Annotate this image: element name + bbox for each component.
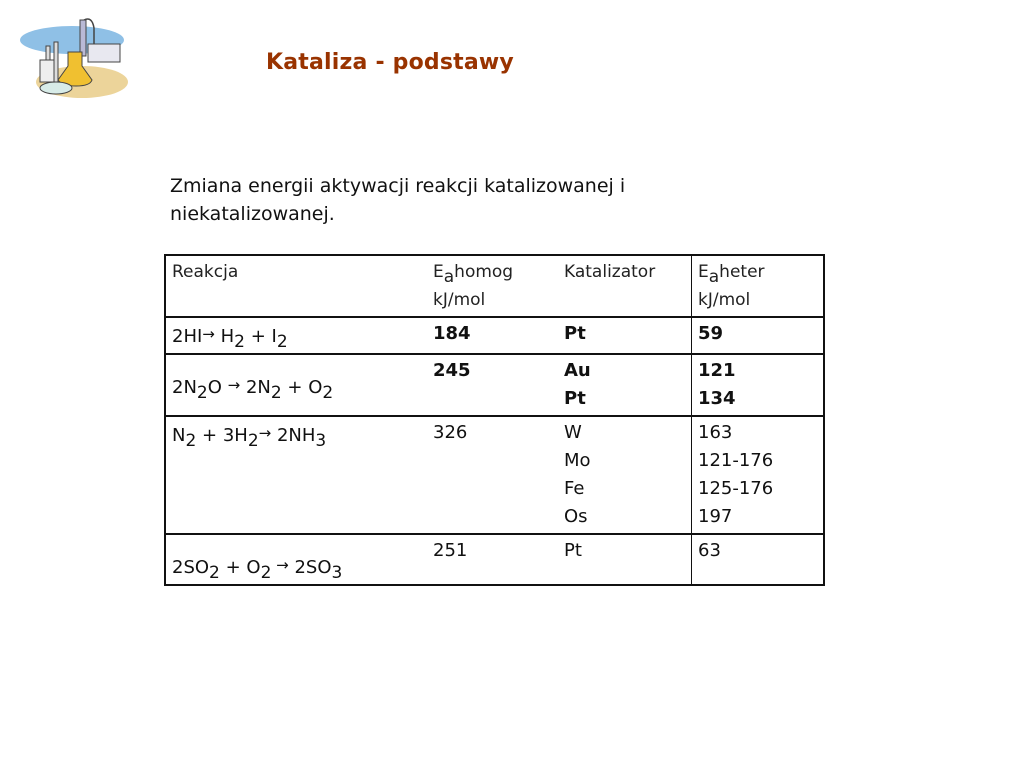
ea-heter-value: 63 [698, 540, 721, 561]
arrow-icon: → [202, 325, 215, 343]
header-reaction: Reakcja [172, 262, 239, 282]
ea-homog-value: 251 [433, 540, 468, 561]
header-ea-heter: $E_aheter$ kJ/mol [698, 262, 765, 310]
ea-heter-values: 163 121-176 125-176 197 [698, 422, 774, 527]
page-title: Kataliza - podstawy [266, 50, 514, 75]
ea-heter-value: 59 [698, 323, 724, 344]
reaction-formula: $N_2 + 3H_2\to 2NH_3$ [172, 424, 327, 451]
catalyst-values: Au Pt [558, 354, 692, 416]
ea-homog-value: 326 [433, 422, 468, 443]
table-caption: Zmiana energii aktywacji reakcji katalizowanej i niekatalizowanej. [170, 175, 626, 225]
reaction-formula: $2HI\to H_2 + I_2$ [172, 325, 288, 352]
ea-heter-values: 121 134 [698, 360, 736, 409]
table-header-row [165, 255, 824, 317]
catalyst-value: Pt [558, 317, 692, 354]
arrow-icon: → [258, 424, 272, 442]
laboratory-clipart-icon [18, 16, 130, 100]
header-ea-homog: $E_ahomog$ kJ/mol [433, 262, 514, 310]
table-row [165, 317, 824, 354]
ea-homog-value: 184 [433, 323, 471, 344]
reaction-formula: $2SO_2 + O_2 \to 2SO_3$ [172, 556, 343, 583]
catalyst-values: W Mo Fe Os [558, 416, 692, 534]
table-row [165, 416, 824, 534]
reaction-formula: $2N_2O \to 2N_2 + O_2$ [172, 376, 334, 403]
arrow-icon: → [271, 556, 289, 574]
ea-homog-value: 245 [433, 360, 471, 381]
header-catalyst: Katalizator [558, 255, 692, 317]
activation-energy-table [164, 254, 825, 586]
table-row [165, 534, 824, 585]
arrow-icon: → [227, 376, 241, 394]
catalyst-value: Pt [558, 534, 692, 585]
table-row [165, 354, 824, 416]
